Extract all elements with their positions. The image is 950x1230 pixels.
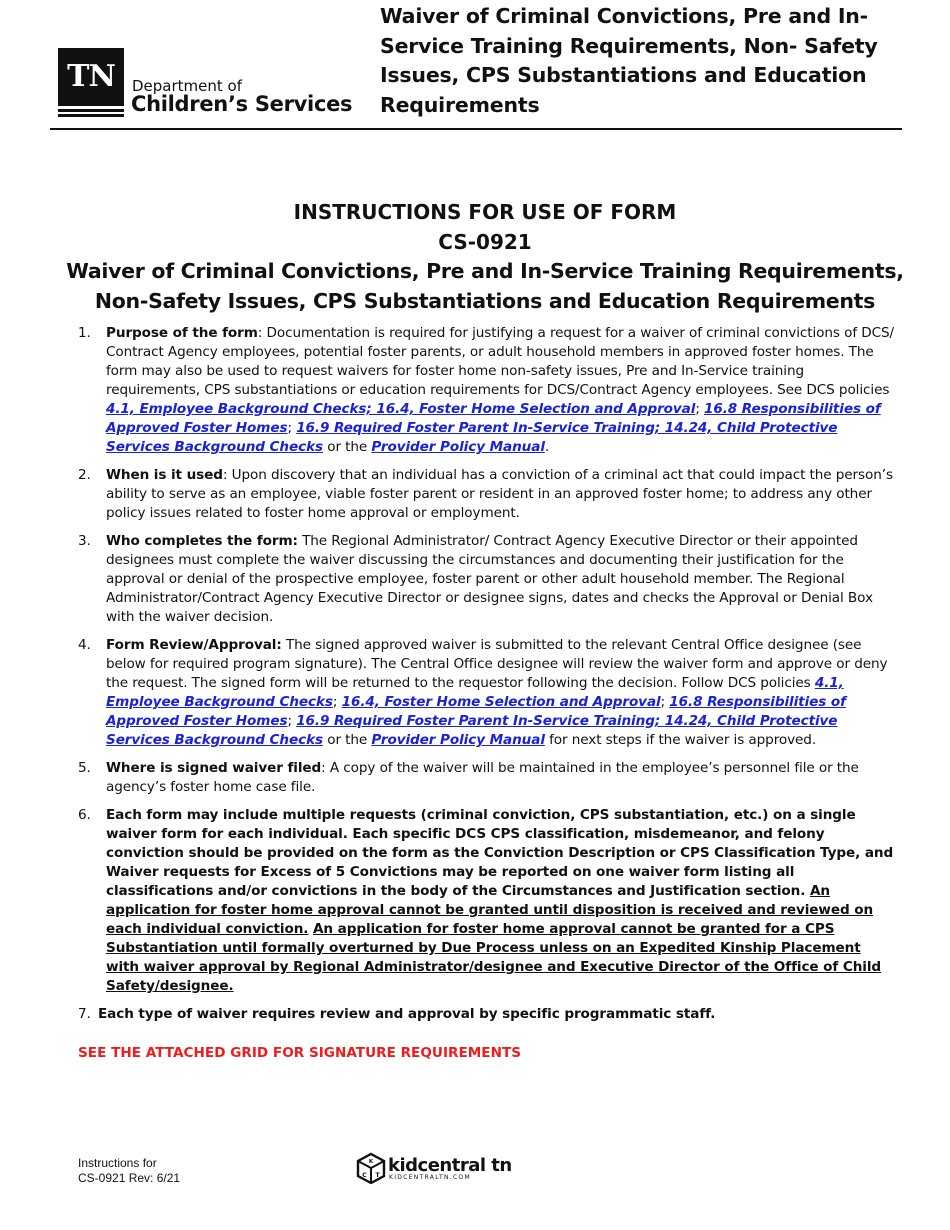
item-number: 2. [78,467,91,483]
item-text-bold: Each type of waiver requires review and approval by specific programmatic staff. [98,1006,716,1022]
item-text: for next steps if the waiver is approved. [544,732,817,748]
signature-grid-notice: SEE THE ATTACHED GRID FOR SIGNATURE REQUIREMENTS [78,1045,522,1061]
item-text-underlined: An application for foster home approval cannot be granted until disposition is received and reviewed on each individual conviction. [106,883,874,937]
item-label: Purpose of the form [106,325,258,341]
policy-link[interactable]: 16.9 Required Foster Parent In-Service Training; 14.24, Child Protective Services Background Checks [106,420,838,455]
svg-text:T: T [375,1172,380,1179]
kidcentral-url: KIDCENTRALTN.COM [389,1174,471,1181]
item-label: Form Review/Approval: [106,637,282,653]
dcs-logo [58,48,363,120]
list-item [78,532,898,627]
item-text-bold: Each form may include multiple requests (criminal conviction, CPS substantiation, etc.) on a single waiver form for each individual. Each specific DCS CPS classification, misdemeanor, and felony conviction should be provided on the form as the Conviction Description or CPS Classification Type, and Waiver requests for Excess of 5 Convictions may be reported on one waiver form listing all classifications and/or convictions in the body of the Circumstances and Justification section. [106,807,894,899]
separator: or the [323,732,372,748]
logo-underline [58,109,124,112]
policy-link[interactable]: 16.8 Responsibilities of Approved Foster Homes [106,694,846,729]
item-number: 3. [78,533,91,549]
policy-link[interactable]: 4.1, Employee Background Checks; 16.4, Foster Home Selection and Approval [106,401,696,417]
svg-text:K: K [368,1159,374,1165]
item-label: Who completes the form: [106,533,298,549]
item-text: The Regional Administrator/ Contract Agency Executive Director or their appointed designees must complete the waiver discussing the circumstances and documenting their justification for the approval or denial of the prospective employee, foster parent or other adult household member. The Regional Administrator/Contract Agency Executive Director or designee signs, dates and checks the Approval or Denial Box with the waiver decision. [106,533,873,625]
item-label: When is it used [106,467,223,483]
separator: ; [287,420,297,436]
form-title: Waiver of Criminal Convictions, Pre and In-Service Training Requirements, Non- Safety Issues, CPS Substantiations and Education Requirements [380,4,878,117]
footer-form-id [78,1156,180,1186]
separator: or the [323,439,372,455]
list-item [78,806,898,996]
logo-underline [58,114,124,117]
item-number: 5. [78,760,91,776]
document-heading [60,198,910,316]
provider-manual-link[interactable]: Provider Policy Manual [371,439,545,455]
item-text: The signed approved waiver is submitted to the relevant Central Office designee (see below for required program signature). The Central Office designee will review the waiver form and approve or deny the request. The signed form will be returned to the requestor following the decision. Follow DCS policies [106,637,888,691]
footer-line1: Instructions for [78,1156,157,1170]
policy-link[interactable]: 4.1, Employee Background Checks [106,675,844,710]
item-label: Where is signed waiver filed [106,760,322,776]
separator: . [544,439,550,455]
list-item [78,324,898,457]
item-text: : Upon discovery that an individual has a conviction of a criminal act that could impact the person’s ability to serve as an employee, viable foster parent or resident in an approved foster home; to address any other policy issues related to foster home approval or employment. [106,467,893,521]
svg-text:C: C [362,1172,367,1179]
list-item [78,636,898,750]
heading-instructions: INSTRUCTIONS FOR USE OF FORM [293,200,677,224]
kidcentral-wordmark: kidcentral tn [388,1155,512,1176]
footer-line2: CS-0921 Rev: 6/21 [78,1171,181,1185]
item-text: : A copy of the waiver will be maintained in the employee’s personnel file or the agency’s foster home case file. [106,760,859,795]
separator: ; [695,401,705,417]
item-text-underlined: An application for foster home approval cannot be granted for a CPS Substantiation until formally overturned by Due Process unless on an Expedited Kinship Placement with waiver approval by Regional Administrator/designee and Executive Director of the Office of Child Safety/designee. [106,921,882,994]
header-divider [50,128,902,130]
heading-title-line1: Waiver of Criminal Convictions, Pre and In-Service Training Requirements, [66,259,904,283]
item-number: 1. [78,325,91,341]
separator: ; [332,694,342,710]
item-number: 7. [78,1006,91,1022]
separator: ; [287,713,297,729]
kidcentral-cube-icon [356,1152,386,1184]
heading-title-line2: Non-Safety Issues, CPS Substantiations and Education Requirements [94,288,876,313]
list-item [78,1005,898,1024]
item-text [106,807,893,994]
item-number: 6. [78,807,91,823]
separator: ; [660,694,670,710]
page-header [50,0,902,132]
item-number: 4. [78,637,91,653]
policy-link[interactable]: 16.4, Foster Home Selection and Approval [341,694,661,710]
item-text: : Documentation is required for justifying a request for a waiver of criminal convictions of DCS/ Contract Agency employees, potential foster parents, or adult household members in approved foster homes. The form may also be used to request waivers for foster home non-safety issues, Pre and In-Service training requirements, CPS substantiations or education requirements for DCS/Contract Agency employees. See DCS policies [106,325,895,398]
heading-form-number: CS-0921 [438,229,532,254]
instruction-list [78,324,898,1033]
dept-name-line1: Department of [132,77,242,95]
policy-link[interactable]: 16.8 Responsibilities of Approved Foster Homes [106,401,881,436]
list-item [78,759,898,797]
tn-logo-mark: TN [58,48,124,106]
list-item [78,466,898,523]
provider-manual-link[interactable]: Provider Policy Manual [371,732,545,748]
kidcentral-logo [356,1152,512,1184]
policy-link[interactable]: 16.9 Required Foster Parent In-Service Training; 14.24, Child Protective Services Background Checks [106,713,838,748]
dept-name-line2: Children’s Services [131,92,353,116]
